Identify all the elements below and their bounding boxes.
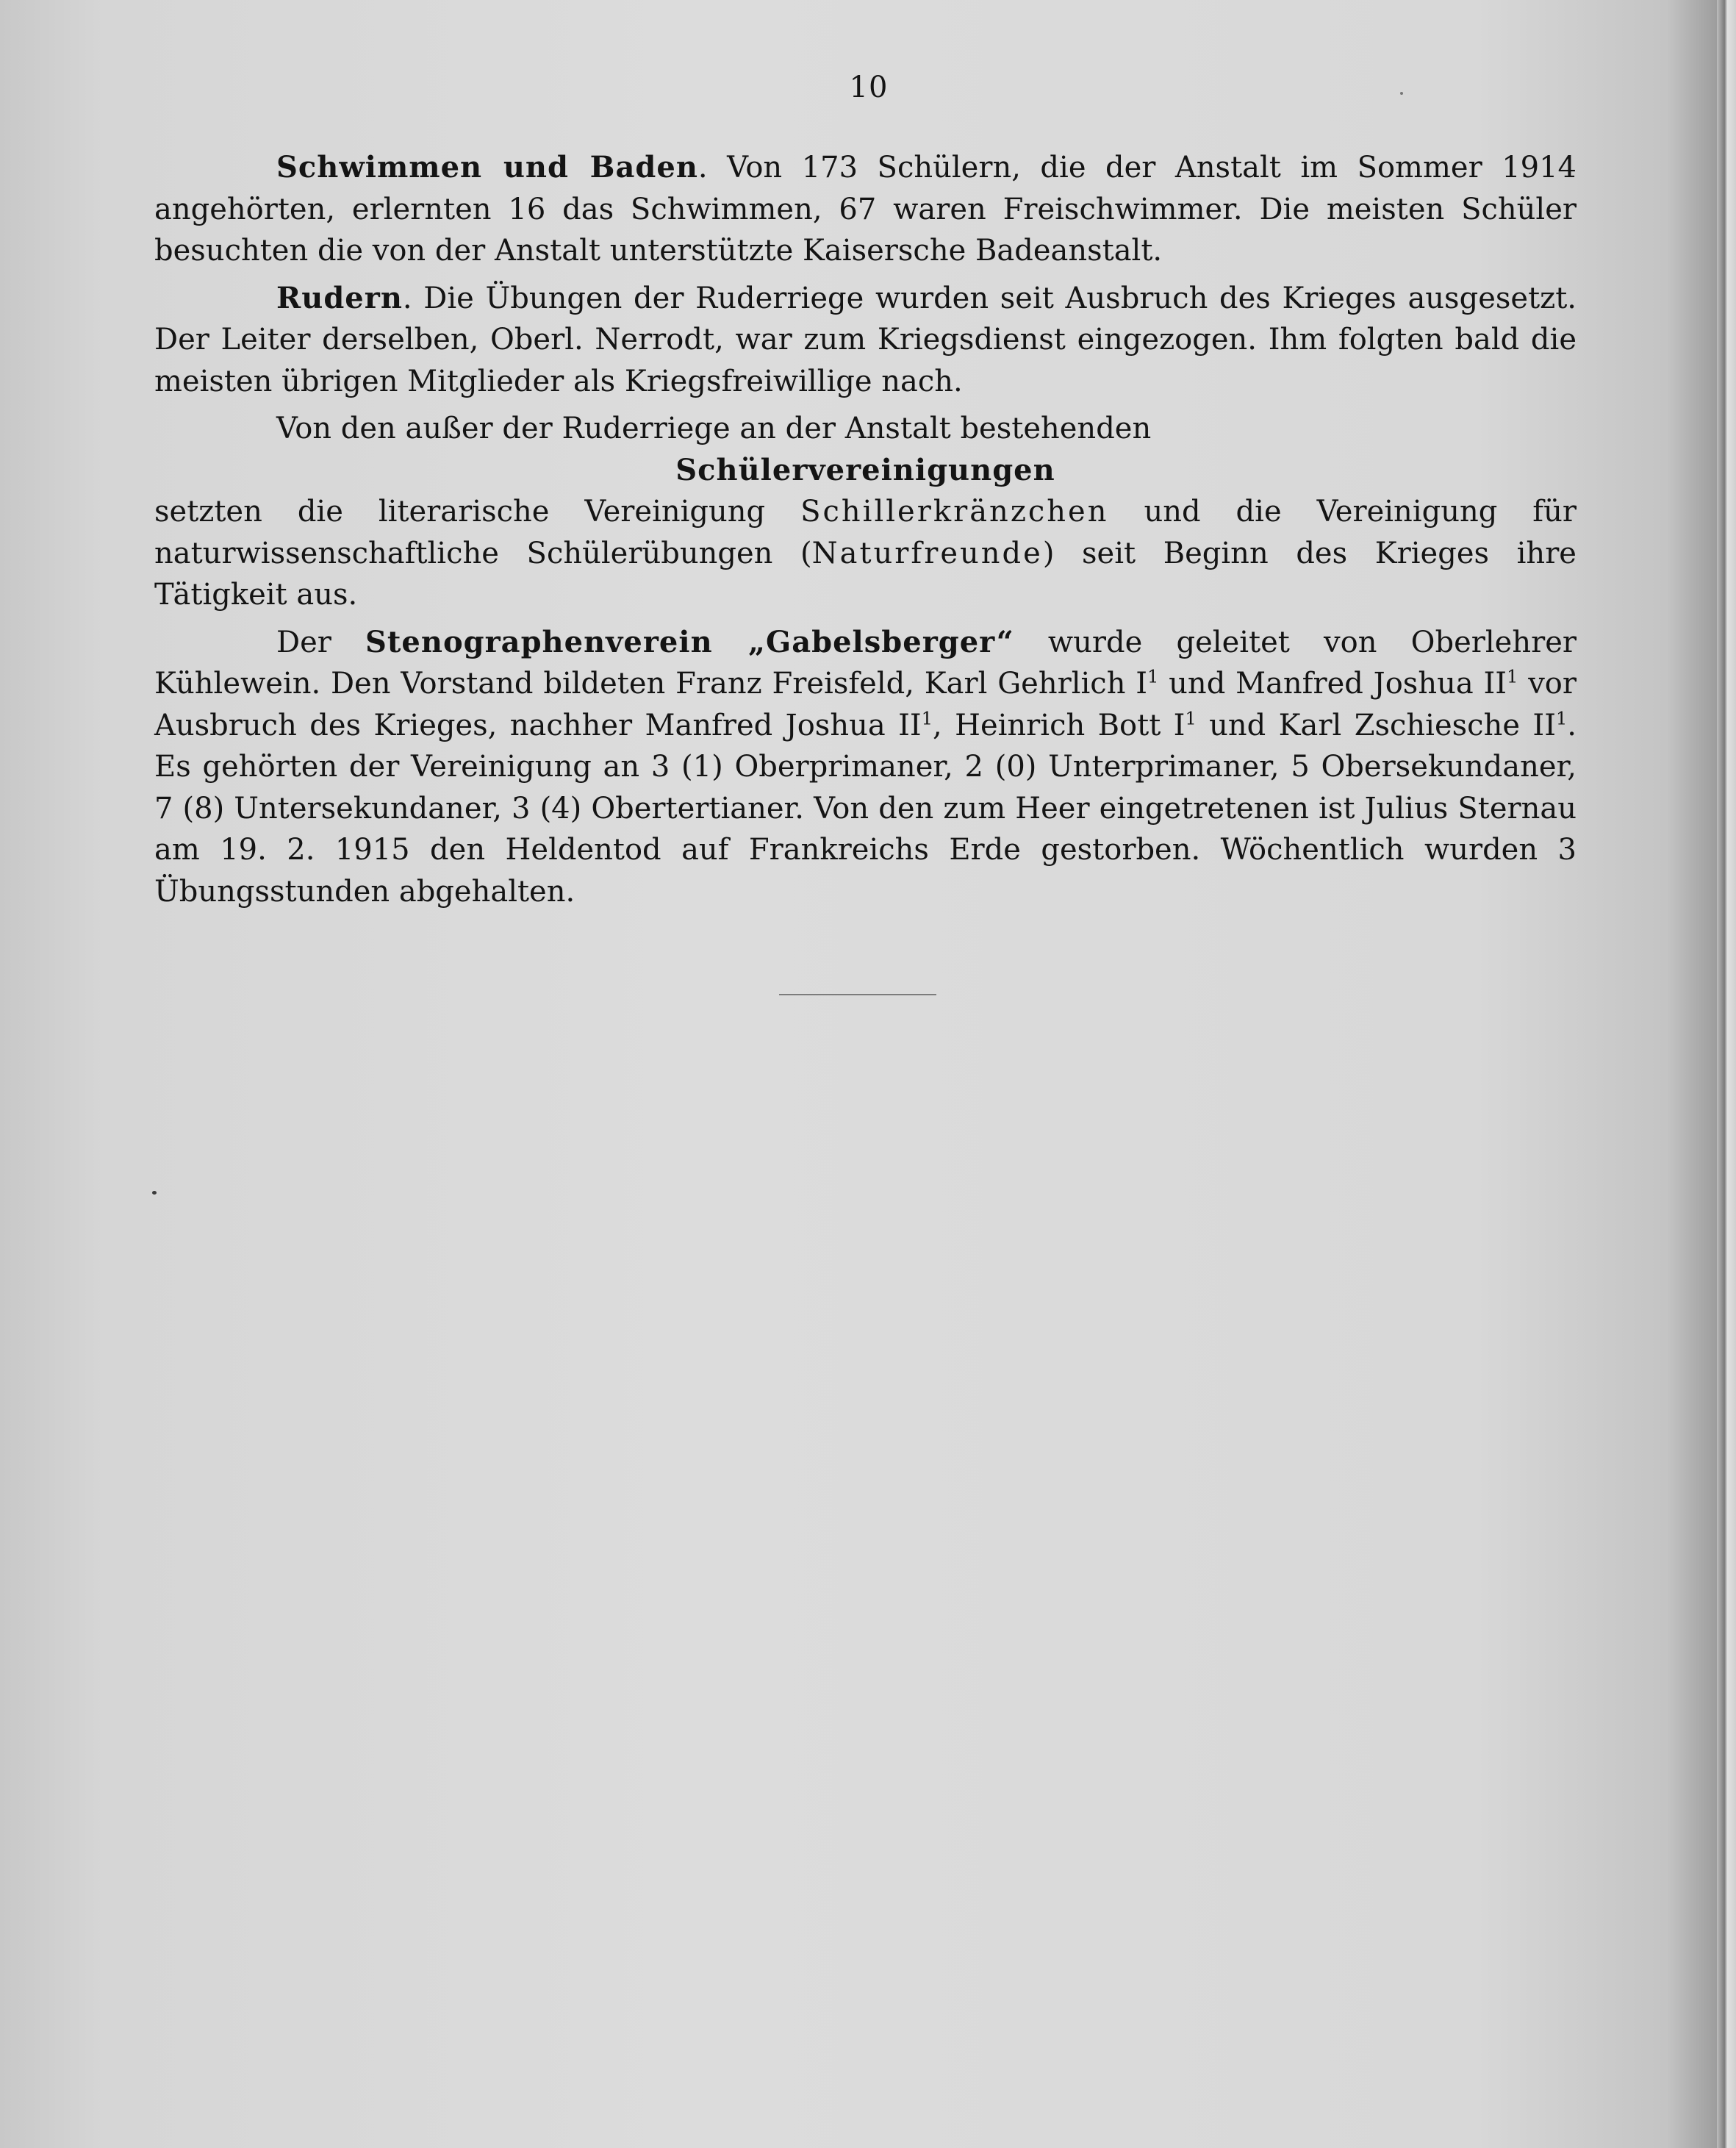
heading-rudern: Rudern <box>276 280 403 315</box>
text-vereinigungen-after: ) seit Beginn des Krieges ihre Tätigkeit aus. <box>154 536 1577 612</box>
body-text <box>154 147 1577 918</box>
text-vereinigungen-middle: und die Vereinigung für naturwissenschaftliche Schülerübungen ( <box>154 495 1577 570</box>
paragraph-schwimmen <box>154 147 1577 272</box>
superscript: 1 <box>1147 666 1159 687</box>
heading-schwimmen: Schwimmen und Baden <box>276 150 698 185</box>
text-vereinigungen-before: setzten die literarische Vereinigung <box>154 495 801 529</box>
superscript: 1 <box>1507 666 1518 687</box>
text-stenographen-6: . Es gehörten der Vereinigung an 3 (1) Oberprimaner, 2 (0) Unterprimaner, 5 Obersekundaner, 7 (8) Untersekundaner, 3 (4) Obertertianer. Von den zum Heer eingetretenen ist Julius Sternau am 19. 2. 1915 den Heldentod auf Frankreichs Erde gestorben. Wöchentlich wurden 3 Übungsstunden abgehalten. <box>154 708 1577 909</box>
text-stenographen-3: vor Ausbruch des Krieges, nachher Manfred Joshua II <box>154 667 1577 742</box>
paragraph-stenographen <box>154 622 1577 913</box>
paragraph-rudern <box>154 278 1577 403</box>
text-stenographen-5: und Karl Zschiesche II <box>1196 708 1556 742</box>
text-schwimmen: . Von 173 Schülern, die der Anstalt im Sommer 1914 angehörten, erlernten 16 das Schwimmen, 67 waren Freischwimmer. Die meisten Schüler besuchten die von der Anstalt unterstützte Kaisersche Badeanstalt. <box>154 151 1577 268</box>
page-number: 10 <box>849 71 889 104</box>
text-schillerkraenzchen: Schillerkränzchen <box>800 495 1109 529</box>
text-stenographen-1: wurde geleitet von Oberlehrer Kühlewein. Den Vorstand bildeten Franz Freisfeld, Karl Gehrlich I <box>154 625 1577 701</box>
paragraph-vereinigungen-intro: Von den außer der Ruderriege an der Anstalt bestehenden <box>276 412 1152 445</box>
paragraph-vereinigungen <box>154 491 1577 616</box>
text-stenographen-lead: Der <box>276 625 366 659</box>
page-edge-shadow <box>1717 0 1736 2148</box>
superscript: 1 <box>1185 708 1197 729</box>
superscript: 1 <box>921 708 933 729</box>
text-rudern: . Die Übungen der Ruderriege wurden seit Ausbruch des Krieges ausgesetzt. Der Leiter derselben, Oberl. Nerrodt, war zum Kriegsdienst eingezogen. Ihm folgten bald die meisten übrigen Mitglieder als Kriegsfreiwillige nach. <box>154 281 1577 398</box>
section-divider <box>779 994 936 995</box>
heading-stenographenverein: Stenographenverein „Gabelsberger“ <box>365 624 1014 659</box>
scan-speck <box>1400 92 1403 95</box>
text-stenographen-4: , Heinrich Bott I <box>932 708 1186 742</box>
heading-schuelervereinigungen: Schülervereinigungen <box>675 452 1055 487</box>
text-stenographen-2: und Manfred Joshua II <box>1158 667 1507 701</box>
text-naturfreunde: Naturfreunde <box>811 536 1043 570</box>
superscript: 1 <box>1556 708 1568 729</box>
scan-speck <box>152 1191 157 1195</box>
